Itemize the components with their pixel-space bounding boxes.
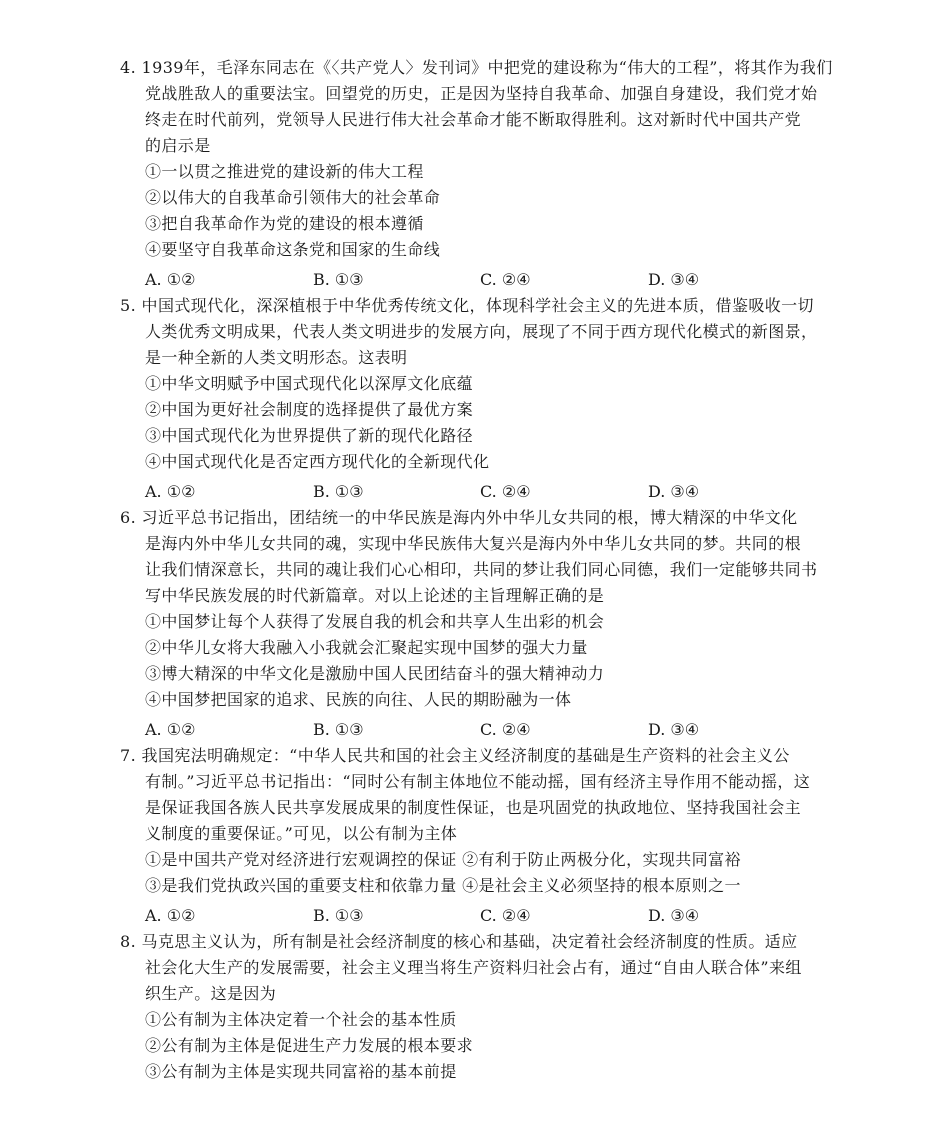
statement-item: ①一以贯之推进党的建设新的伟大工程 bbox=[145, 162, 424, 181]
option-c: C. ②④ bbox=[480, 482, 531, 501]
statement-item: ②以伟大的自我革命引领伟大的社会革命 bbox=[145, 188, 441, 207]
question-stem-line: 有制。”习近平总书记指出：“同时公有制主体地位不能动摇，国有经济主导作用不能动摇，这 bbox=[145, 772, 811, 791]
option-a: A. ①② bbox=[145, 906, 196, 925]
statement-item: ④中国式现代化是否定西方现代化的全新现代化 bbox=[145, 452, 490, 471]
option-d: D. ③④ bbox=[648, 270, 700, 289]
statement-item: ③是我们党执政兴国的重要支柱和依靠力量 ④是社会主义必须坚持的根本原则之一 bbox=[145, 876, 741, 895]
question-stem-line: 7. 我国宪法明确规定：“中华人民共和国的社会主义经济制度的基础是生产资料的社会主义公 bbox=[120, 746, 790, 765]
option-b: B. ①③ bbox=[313, 906, 364, 925]
option-d: D. ③④ bbox=[648, 906, 700, 925]
statement-item: ③中国式现代化为世界提供了新的现代化路径 bbox=[145, 426, 474, 445]
statement-item: ①中华文明赋予中国式现代化以深厚文化底蕴 bbox=[145, 374, 474, 393]
option-b: B. ①③ bbox=[313, 720, 364, 739]
option-b: B. ①③ bbox=[313, 270, 364, 289]
option-c: C. ②④ bbox=[480, 906, 531, 925]
statement-item: ②公有制为主体是促进生产力发展的根本要求 bbox=[145, 1036, 474, 1055]
statement-item: ②中华儿女将大我融入小我就会汇聚起实现中国梦的强大力量 bbox=[145, 638, 588, 657]
option-d: D. ③④ bbox=[648, 720, 700, 739]
question-stem-line: 让我们情深意长，共同的魂让我们心心相印，共同的梦让我们同心同德，我们一定能够共同书 bbox=[145, 560, 818, 579]
question-stem-line: 社会化大生产的发展需要，社会主义理当将生产资料归社会占有，通过“自由人联合体”来组 bbox=[145, 958, 802, 977]
question-stem-line: 5. 中国式现代化，深深植根于中华优秀传统文化，体现科学社会主义的先进本质，借鉴吸收一切 bbox=[120, 296, 814, 315]
option-d: D. ③④ bbox=[648, 482, 700, 501]
question-stem-line: 是一种全新的人类文明形态。这表明 bbox=[145, 348, 408, 367]
question-stem-line: 义制度的重要保证。”可见，以公有制为主体 bbox=[145, 824, 458, 843]
statement-item: ④要坚守自我革命这条党和国家的生命线 bbox=[145, 240, 441, 259]
question-stem-line: 的启示是 bbox=[145, 136, 211, 155]
question-stem-line: 党战胜敌人的重要法宝。回望党的历史，正是因为坚持自我革命、加强自身建设，我们党才始 bbox=[145, 84, 818, 103]
question-stem-line: 是海内外中华儿女共同的魂，实现中华民族伟大复兴是海内外中华儿女共同的梦。共同的根 bbox=[145, 534, 802, 553]
statement-item: ①是中国共产党对经济进行宏观调控的保证 ②有利于防止两极分化，实现共同富裕 bbox=[145, 850, 741, 869]
question-stem-line: 人类优秀文明成果，代表人类文明进步的发展方向，展现了不同于西方现代化模式的新图景， bbox=[145, 322, 818, 341]
question-stem-line: 写中华民族发展的时代新篇章。对以上论述的主旨理解正确的是 bbox=[145, 586, 605, 605]
statement-item: ③把自我革命作为党的建设的根本遵循 bbox=[145, 214, 424, 233]
statement-item: ④中国梦把国家的追求、民族的向往、人民的期盼融为一体 bbox=[145, 690, 572, 709]
question-stem-line: 8. 马克思主义认为，所有制是社会经济制度的核心和基础，决定着社会经济制度的性质。适应 bbox=[120, 932, 798, 951]
option-a: A. ①② bbox=[145, 720, 196, 739]
question-stem-line: 织生产。这是因为 bbox=[145, 984, 277, 1003]
option-b: B. ①③ bbox=[313, 482, 364, 501]
statement-item: ③博大精深的中华文化是激励中国人民团结奋斗的强大精神动力 bbox=[145, 664, 605, 683]
option-c: C. ②④ bbox=[480, 720, 531, 739]
question-stem-line: 终走在时代前列，党领导人民进行伟大社会革命才能不断取得胜利。这对新时代中国共产党 bbox=[145, 110, 802, 129]
option-a: A. ①② bbox=[145, 270, 196, 289]
statement-item: ①中国梦让每个人获得了发展自我的机会和共享人生出彩的机会 bbox=[145, 612, 605, 631]
option-c: C. ②④ bbox=[480, 270, 531, 289]
statement-item: ②中国为更好社会制度的选择提供了最优方案 bbox=[145, 400, 474, 419]
statement-item: ③公有制为主体是实现共同富裕的基本前提 bbox=[145, 1062, 457, 1081]
question-stem-line: 4. 1939年，毛泽东同志在《〈共产党人〉发刊词》中把党的建设称为“伟大的工程”，将其作为我们 bbox=[120, 58, 833, 77]
question-stem-line: 6. 习近平总书记指出，团结统一的中华民族是海内外中华儿女共同的根，博大精深的中华文化 bbox=[120, 508, 798, 527]
option-a: A. ①② bbox=[145, 482, 196, 501]
statement-item: ①公有制为主体决定着一个社会的基本性质 bbox=[145, 1010, 457, 1029]
question-stem-line: 是保证我国各族人民共享发展成果的制度性保证，也是巩固党的执政地位、坚持我国社会主 bbox=[145, 798, 802, 817]
